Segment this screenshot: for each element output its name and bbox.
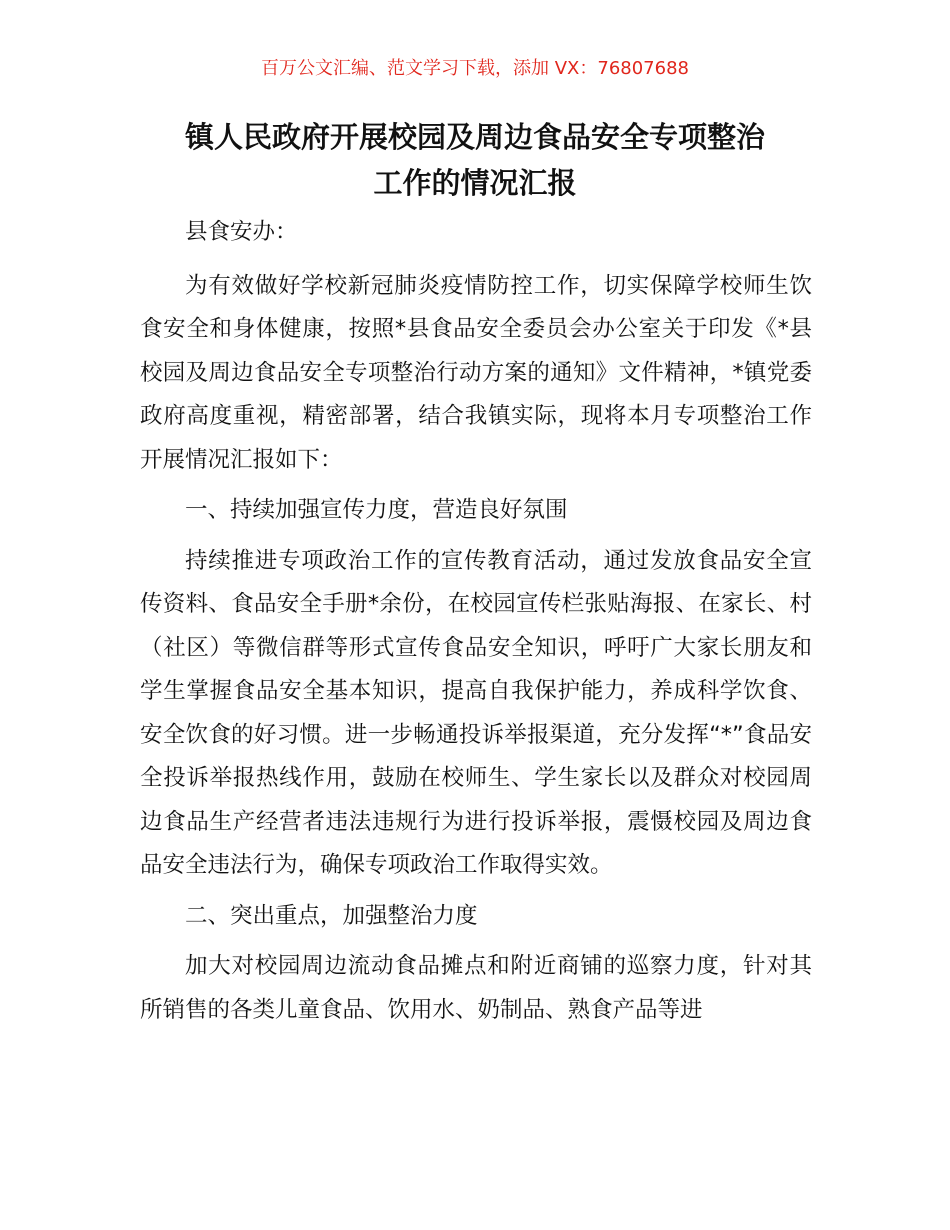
section-2-paragraph: 加大对校园周边流动食品摊点和附近商铺的巡察力度，针对其所销售的各类儿童食品、饮用水、奶制品、熟食产品等进 [140,953,812,1023]
salutation: 县食安办： [185,219,298,245]
document-body [140,211,812,1039]
title-line-2: 工作的情况汇报 [373,166,577,200]
intro-paragraph: 为有效做好学校新冠肺炎疫情防控工作，切实保障学校师生饮食安全和身体健康，按照*县食品安全委员会办公室关于印发《*县校园及周边食品安全专项整治行动方案的通知》文件精神，*镇党委政府高度重视，精密部署，结合我镇实际，现将本月专项整治工作开展情况汇报如下： [140,272,812,473]
section-heading-1: 一、持续加强宣传力度，营造良好氛围 [185,497,568,523]
section-heading-2: 二、突出重点，加强整治力度 [185,902,478,929]
watermark-banner: 百万公文汇编、范文学习下载，添加 VX：76807688 [261,58,689,79]
title-line-1: 镇人民政府开展校园及周边食品安全专项整治 [184,120,765,154]
section-1-paragraph: 持续推进专项政治工作的宣传教育活动，通过发放食品安全宣传资料、食品安全手册*余份，在校园宣传栏张贴海报、在家长、村（社区）等微信群等形式宣传食品安全知识，呼吁广大家长朋友和学生掌握食品安全基本知识，提高自我保护能力，养成科学饮食、安全饮食的好习惯。进一步畅通投诉举报渠道，充分发挥“*”食品安全投诉举报热线作用，鼓励在校师生、学生家长以及群众对校园周边食品生产经营者违法违规行为进行投诉举报，震慑校园及周边食品安全违法行为，确保专项政治工作取得实效。 [140,547,812,878]
document-title [120,114,830,206]
